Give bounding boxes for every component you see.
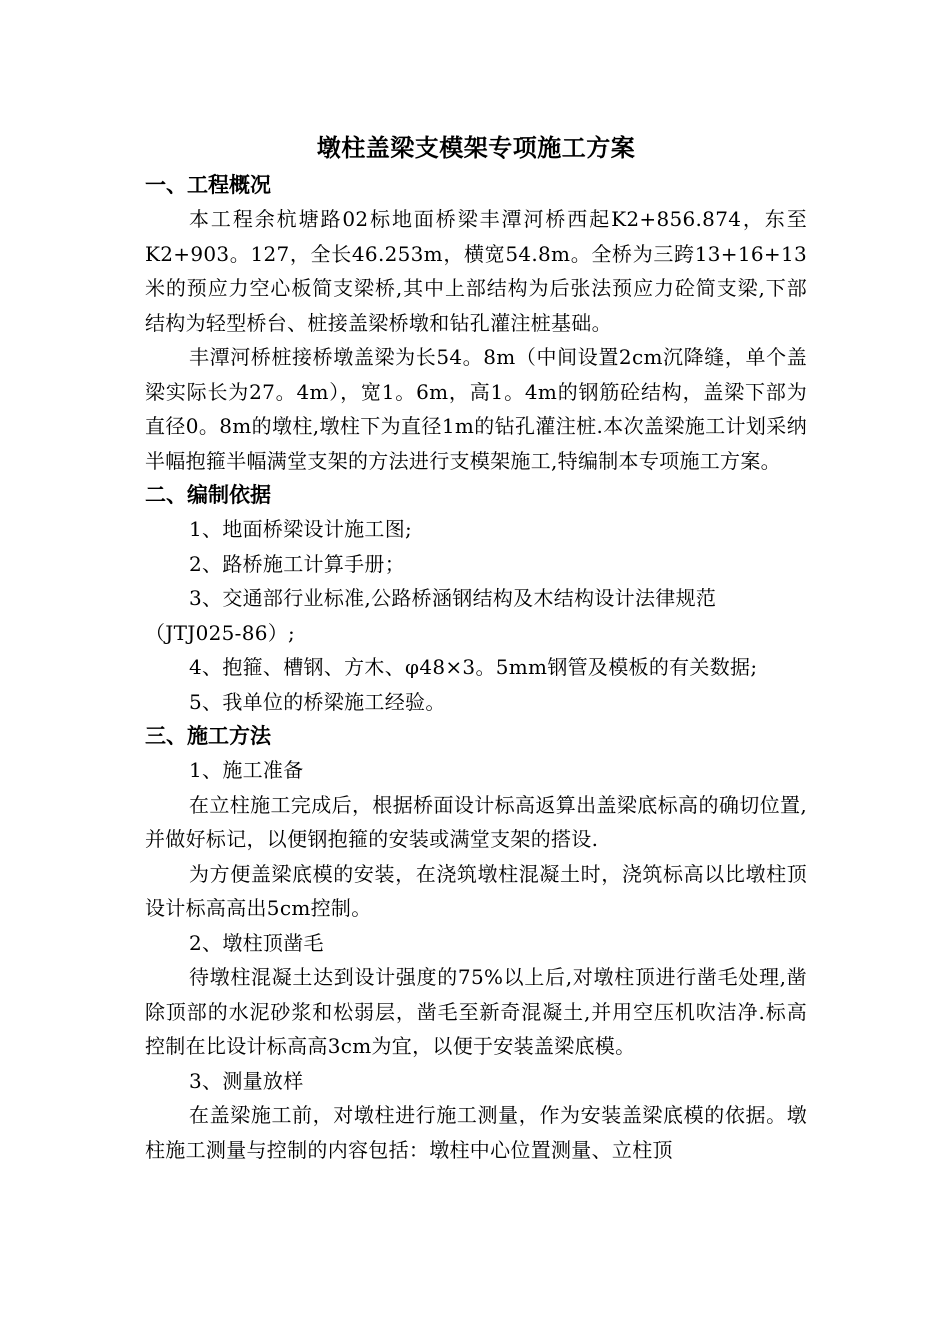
list-item: 2、路桥施工计算手册； bbox=[189, 551, 406, 576]
subsection-label: 1、施工准备 bbox=[189, 758, 304, 782]
list-item: 4、抱箍、槽钢、方木、φ48×3。5mm钢管及模板的有关数据; bbox=[189, 655, 758, 679]
subsection-label: 3、测量放样 bbox=[189, 1068, 304, 1093]
list-item-continuation: （JTJ025-86）; bbox=[145, 620, 296, 645]
list-item: 5、我单位的桥梁施工经验。 bbox=[189, 689, 446, 714]
paragraph: 在盖梁施工前，对墩柱进行施工测量，作为安装盖梁底模的依据。墩柱施工测量与控制的内容包括：墩柱中心位置测量、立柱顶 bbox=[145, 1103, 807, 1162]
document-body bbox=[145, 128, 807, 1167]
list-item: 3、交通部行业标准,公路桥涵钢结构及木结构设计法律规范 bbox=[189, 586, 717, 610]
subsection-label: 2、墩柱顶凿毛 bbox=[189, 930, 324, 955]
section-heading-method: 三、施工方法 bbox=[145, 723, 271, 748]
list-item: 1、地面桥梁设计施工图; bbox=[189, 517, 413, 541]
paragraph: 在立柱施工完成后，根据桥面设计标高返算出盖梁底标高的确切位置,并做好标记，以便钢抱箍的安装或满堂支架的搭设. bbox=[145, 792, 807, 851]
paragraph: 丰潭河桥桩接桥墩盖梁为长54。8m（中间设置2cm沉降缝，单个盖梁实际长为27。4m），宽1。6m，高1。4m的钢筋砼结构，盖梁下部为直径0。8m的墩柱,墩柱下为直径1m的钻孔灌注桩.本次盖梁施工计划采纳半幅抱箍半幅满堂支架的方法进行支模架施工,特编制本专项施工方案。 bbox=[145, 345, 807, 473]
paragraph: 待墩柱混凝土达到设计强度的75%以上后,对墩柱顶进行凿毛处理,凿除顶部的水泥砂浆和松弱层，凿毛至新奇混凝土,并用空压机吹洁净.标高控制在比设计标高高3cm为宜，以便于安装盖梁底模。 bbox=[145, 965, 807, 1058]
paragraph: 本工程余杭塘路02标地面桥梁丰潭河桥西起K2+856.874，东至K2+903。127，全长46.253m，横宽54.8m。全桥为三跨13+16+13米的预应力空心板简支梁桥,其中上部结构为后张法预应力砼简支梁,下部结构为轻型桥台、桩接盖梁桥墩和钻孔灌注桩基础。 bbox=[145, 207, 807, 335]
section-heading-basis: 二、编制依据 bbox=[145, 482, 271, 507]
paragraph: 为方便盖梁底模的安装，在浇筑墩柱混凝土时，浇筑标高以比墩柱顶设计标高高出5cm控制。 bbox=[145, 861, 807, 920]
document-title: 墩柱盖梁支模架专项施工方案 bbox=[316, 133, 636, 162]
section-heading-overview: 一、工程概况 bbox=[145, 172, 271, 197]
